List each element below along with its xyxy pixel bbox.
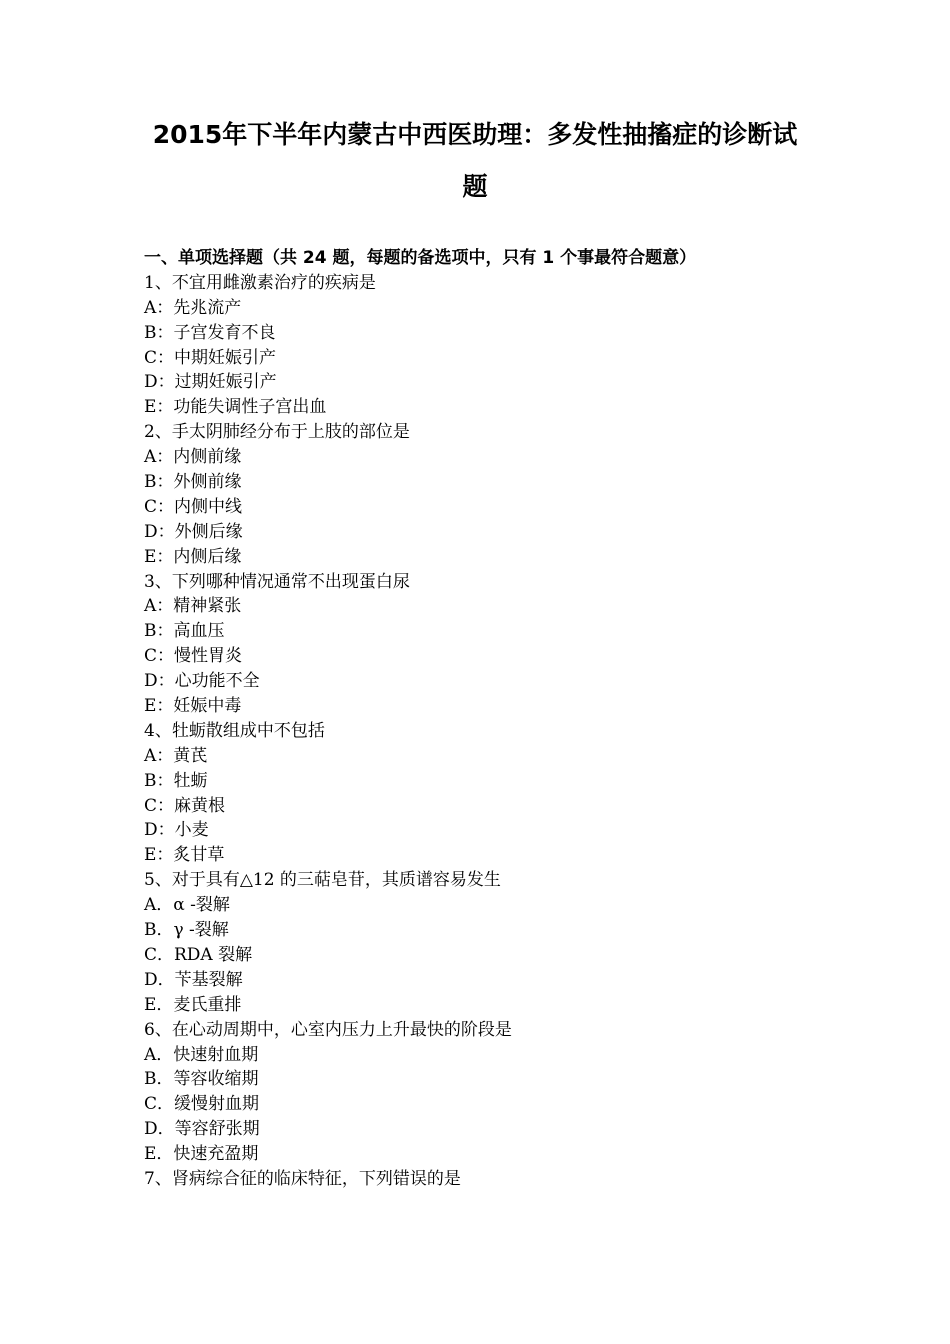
answer-option: B：子宫发育不良 bbox=[144, 322, 276, 343]
answer-option: E：功能失调性子宫出血 bbox=[144, 397, 327, 418]
question-stem: 2、手太阴肺经分布于上肢的部位是 bbox=[144, 422, 410, 443]
question-stem: 1、不宜用雌激素治疗的疾病是 bbox=[144, 272, 376, 293]
document-title-line-1: 2015年下半年内蒙古中西医助理：多发性抽搐症的诊断试 bbox=[152, 120, 798, 149]
answer-option: B．等容收缩期 bbox=[144, 1069, 259, 1090]
question-stem: 4、牡蛎散组成中不包括 bbox=[144, 720, 325, 741]
answer-option: A：黄芪 bbox=[144, 745, 208, 766]
answer-option: B：外侧前缘 bbox=[144, 472, 242, 493]
question-stem: 5、对于具有△12 的三萜皂苷，其质谱容易发生 bbox=[144, 870, 501, 891]
question-stem: 3、下列哪种情况通常不出现蛋白尿 bbox=[144, 571, 410, 592]
answer-option: A：精神紧张 bbox=[144, 596, 242, 617]
question-list bbox=[144, 246, 824, 1192]
answer-option: C：中期妊娠引产 bbox=[144, 347, 277, 368]
answer-option: B：高血压 bbox=[144, 621, 225, 642]
answer-option: E．麦氏重排 bbox=[144, 994, 242, 1015]
answer-option: D．苄基裂解 bbox=[144, 969, 243, 990]
answer-option: C：内侧中线 bbox=[144, 496, 243, 517]
answer-option: D：过期妊娠引产 bbox=[144, 372, 277, 393]
answer-option: E．快速充盈期 bbox=[144, 1144, 259, 1165]
answer-option: A：先兆流产 bbox=[144, 297, 242, 318]
document-title-line-2: 题 bbox=[462, 172, 488, 201]
answer-option: D：外侧后缘 bbox=[144, 521, 243, 542]
answer-option: D．等容舒张期 bbox=[144, 1119, 260, 1140]
answer-option: A．α -裂解 bbox=[144, 895, 230, 916]
question-stem: 7、肾病综合征的临床特征，下列错误的是 bbox=[144, 1168, 461, 1189]
answer-option: E：妊娠中毒 bbox=[144, 696, 242, 717]
answer-option: C．RDA 裂解 bbox=[144, 944, 253, 965]
answer-option: D：小麦 bbox=[144, 820, 209, 841]
answer-option: D：心功能不全 bbox=[144, 671, 260, 692]
answer-option: C：麻黄根 bbox=[144, 795, 226, 816]
question-stem: 6、在心动周期中，心室内压力上升最快的阶段是 bbox=[144, 1019, 512, 1040]
answer-option: E：内侧后缘 bbox=[144, 546, 242, 567]
answer-option: B．γ -裂解 bbox=[144, 920, 229, 941]
answer-option: C．缓慢射血期 bbox=[144, 1094, 260, 1115]
answer-option: B：牡蛎 bbox=[144, 770, 208, 791]
answer-option: A．快速射血期 bbox=[144, 1044, 259, 1065]
answer-option: A：内侧前缘 bbox=[144, 447, 242, 468]
answer-option: E：炙甘草 bbox=[144, 845, 225, 866]
section-heading: 一、单项选择题（共 24 题，每题的备选项中，只有 1 个事最符合题意） bbox=[144, 248, 697, 268]
answer-option: C：慢性胃炎 bbox=[144, 646, 243, 667]
